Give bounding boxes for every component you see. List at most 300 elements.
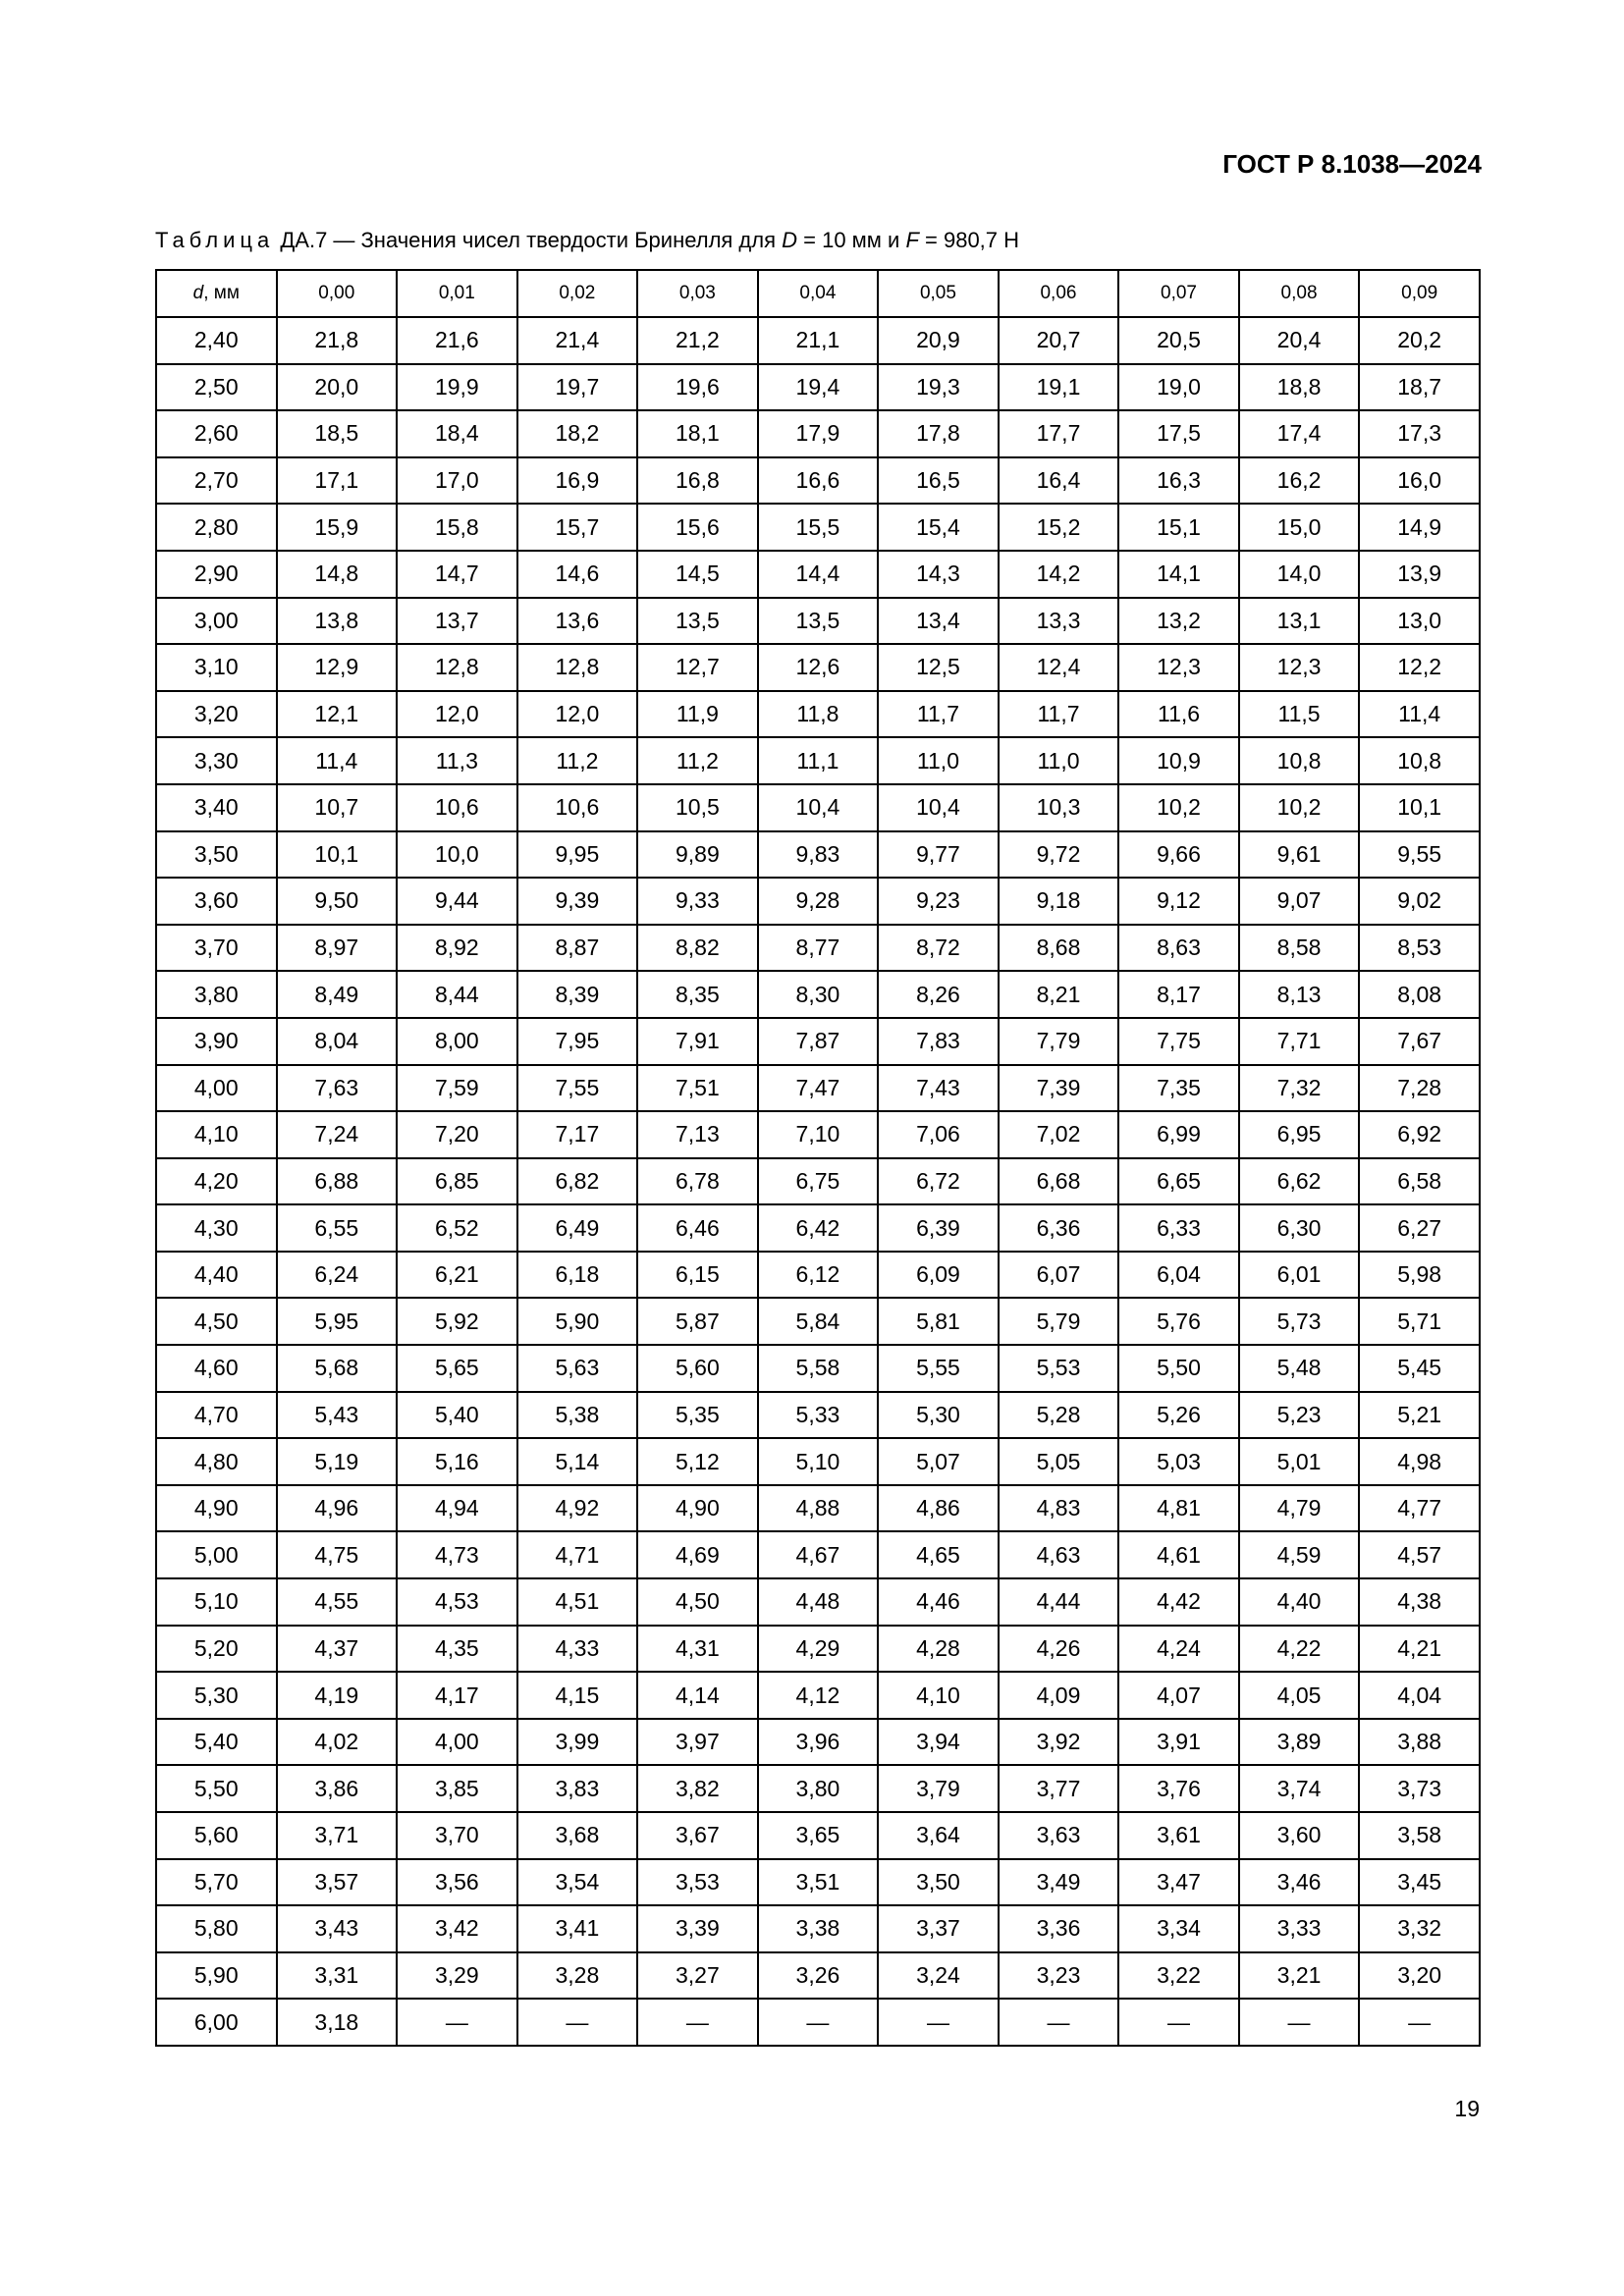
hardness-value-cell: 12,3	[1239, 644, 1360, 691]
hardness-value-cell: 4,94	[397, 1485, 517, 1532]
hardness-value-cell: 18,8	[1239, 364, 1360, 411]
hardness-value-cell: 6,88	[277, 1158, 398, 1205]
hardness-value-cell: 13,3	[999, 598, 1119, 645]
row-diameter-cell: 3,50	[156, 831, 277, 879]
hardness-value-cell: 6,78	[637, 1158, 758, 1205]
hardness-value-cell: 3,94	[878, 1719, 999, 1766]
hardness-value-cell: 8,26	[878, 971, 999, 1018]
hardness-value-cell: 6,39	[878, 1204, 999, 1252]
hardness-value-cell: 8,87	[517, 925, 638, 972]
hardness-value-cell: 4,61	[1118, 1531, 1239, 1578]
hardness-value-cell: 3,21	[1239, 1952, 1360, 2000]
hardness-value-cell: 3,77	[999, 1765, 1119, 1812]
hardness-value-cell: 5,58	[758, 1345, 879, 1392]
hardness-value-cell: —	[878, 1999, 999, 2046]
hardness-value-cell: 10,8	[1239, 737, 1360, 784]
hardness-value-cell: 3,27	[637, 1952, 758, 2000]
table-row	[156, 1999, 1480, 2046]
hardness-value-cell: 4,69	[637, 1531, 758, 1578]
hardness-value-cell: 15,7	[517, 504, 638, 551]
hardness-value-cell: 4,55	[277, 1578, 398, 1626]
hardness-value-cell: 13,1	[1239, 598, 1360, 645]
hardness-value-cell: 3,58	[1359, 1812, 1480, 1859]
hardness-value-cell: 9,72	[999, 831, 1119, 879]
hardness-value-cell: 20,5	[1118, 317, 1239, 364]
hardness-value-cell: 5,19	[277, 1438, 398, 1485]
hardness-value-cell: 5,76	[1118, 1298, 1239, 1345]
hardness-value-cell: 19,0	[1118, 364, 1239, 411]
hardness-value-cell: 12,1	[277, 691, 398, 738]
hardness-value-cell: 12,0	[397, 691, 517, 738]
hardness-value-cell: 5,07	[878, 1438, 999, 1485]
hardness-value-cell: 9,50	[277, 878, 398, 925]
caption-pre: ДА.7 — Значения чисел твердости Бринелля для	[274, 228, 783, 252]
hardness-value-cell: 21,6	[397, 317, 517, 364]
table-row	[156, 1018, 1480, 1065]
hardness-value-cell: 4,22	[1239, 1626, 1360, 1673]
hardness-value-cell: 15,8	[397, 504, 517, 551]
hardness-value-cell: 8,44	[397, 971, 517, 1018]
row-diameter-cell: 3,20	[156, 691, 277, 738]
hardness-value-cell: 6,33	[1118, 1204, 1239, 1252]
hardness-value-cell: 18,2	[517, 410, 638, 457]
hardness-value-cell: 5,60	[637, 1345, 758, 1392]
hardness-value-cell: 15,2	[999, 504, 1119, 551]
hardness-value-cell: 3,20	[1359, 1952, 1480, 2000]
hardness-value-cell: 19,4	[758, 364, 879, 411]
hardness-value-cell: 6,99	[1118, 1111, 1239, 1158]
hardness-value-cell: 11,8	[758, 691, 879, 738]
hardness-value-cell: 5,87	[637, 1298, 758, 1345]
hardness-value-cell: 8,21	[999, 971, 1119, 1018]
hardness-value-cell: 3,33	[1239, 1905, 1360, 1952]
hardness-value-cell: 3,82	[637, 1765, 758, 1812]
hardness-value-cell: 5,73	[1239, 1298, 1360, 1345]
hardness-value-cell: 4,26	[999, 1626, 1119, 1673]
table-row	[156, 1719, 1480, 1766]
hardness-value-cell: 7,51	[637, 1065, 758, 1112]
caption-var-f: F	[905, 228, 919, 252]
row-diameter-cell: 5,70	[156, 1859, 277, 1906]
hardness-value-cell: 3,85	[397, 1765, 517, 1812]
hardness-value-cell: 7,13	[637, 1111, 758, 1158]
row-diameter-cell: 2,60	[156, 410, 277, 457]
hardness-value-cell: 4,46	[878, 1578, 999, 1626]
hardness-value-cell: 4,77	[1359, 1485, 1480, 1532]
hardness-value-cell: 8,77	[758, 925, 879, 972]
hardness-value-cell: 5,12	[637, 1438, 758, 1485]
hardness-value-cell: 18,1	[637, 410, 758, 457]
hardness-value-cell: 3,79	[878, 1765, 999, 1812]
hardness-value-cell: 3,54	[517, 1859, 638, 1906]
hardness-value-cell: 16,8	[637, 457, 758, 505]
hardness-value-cell: 8,58	[1239, 925, 1360, 972]
hardness-value-cell: 10,9	[1118, 737, 1239, 784]
hardness-value-cell: 8,68	[999, 925, 1119, 972]
hardness-value-cell: 6,55	[277, 1204, 398, 1252]
hardness-value-cell: 12,8	[517, 644, 638, 691]
hardness-value-cell: 5,16	[397, 1438, 517, 1485]
hardness-value-cell: 5,71	[1359, 1298, 1480, 1345]
hardness-value-cell: 4,53	[397, 1578, 517, 1626]
hardness-value-cell: 3,47	[1118, 1859, 1239, 1906]
hardness-value-cell: 5,81	[878, 1298, 999, 1345]
hardness-value-cell: 5,68	[277, 1345, 398, 1392]
hardness-value-cell: 3,88	[1359, 1719, 1480, 1766]
hardness-value-cell: 4,88	[758, 1485, 879, 1532]
hardness-value-cell: 7,83	[878, 1018, 999, 1065]
row-diameter-cell: 4,00	[156, 1065, 277, 1112]
hardness-value-cell: 5,01	[1239, 1438, 1360, 1485]
hardness-value-cell: 5,38	[517, 1392, 638, 1439]
hardness-value-cell: 14,9	[1359, 504, 1480, 551]
hardness-value-cell: 3,37	[878, 1905, 999, 1952]
hardness-value-cell: 3,92	[999, 1719, 1119, 1766]
hardness-value-cell: 8,30	[758, 971, 879, 1018]
hardness-value-cell: 3,70	[397, 1812, 517, 1859]
hardness-value-cell: 3,74	[1239, 1765, 1360, 1812]
table-row	[156, 1578, 1480, 1626]
row-diameter-cell: 5,10	[156, 1578, 277, 1626]
hardness-value-cell: 4,67	[758, 1531, 879, 1578]
hardness-value-cell: 4,07	[1118, 1672, 1239, 1719]
hardness-value-cell: 7,35	[1118, 1065, 1239, 1112]
hardness-value-cell: 9,89	[637, 831, 758, 879]
table-row	[156, 1905, 1480, 1952]
hardness-value-cell: 5,26	[1118, 1392, 1239, 1439]
hardness-value-cell: 5,65	[397, 1345, 517, 1392]
hardness-value-cell: 14,1	[1118, 551, 1239, 598]
hardness-value-cell: 12,7	[637, 644, 758, 691]
column-header: 0,05	[878, 270, 999, 317]
table-row	[156, 1065, 1480, 1112]
page-number: 19	[1454, 2096, 1480, 2121]
hardness-value-cell: 3,49	[999, 1859, 1119, 1906]
hardness-value-cell: 3,86	[277, 1765, 398, 1812]
hardness-value-cell: 9,66	[1118, 831, 1239, 879]
hardness-value-cell: 4,02	[277, 1719, 398, 1766]
hardness-value-cell: 4,37	[277, 1626, 398, 1673]
hardness-value-cell: 10,8	[1359, 737, 1480, 784]
table-row	[156, 1812, 1480, 1859]
hardness-value-cell: 10,2	[1118, 784, 1239, 831]
caption-word: Таблица	[155, 228, 275, 252]
table-row	[156, 1952, 1480, 2000]
hardness-value-cell: 16,3	[1118, 457, 1239, 505]
hardness-value-cell: 10,7	[277, 784, 398, 831]
hardness-value-cell: 5,30	[878, 1392, 999, 1439]
hardness-value-cell: 3,43	[277, 1905, 398, 1952]
hardness-value-cell: 3,39	[637, 1905, 758, 1952]
hardness-value-cell: 12,0	[517, 691, 638, 738]
hardness-value-cell: 3,97	[637, 1719, 758, 1766]
hardness-value-cell: 5,23	[1239, 1392, 1360, 1439]
hardness-value-cell: 7,28	[1359, 1065, 1480, 1112]
hardness-value-cell: 6,30	[1239, 1204, 1360, 1252]
hardness-value-cell: 10,5	[637, 784, 758, 831]
hardness-value-cell: 19,3	[878, 364, 999, 411]
hardness-value-cell: —	[637, 1999, 758, 2046]
hardness-value-cell: 20,9	[878, 317, 999, 364]
hardness-value-cell: 11,7	[878, 691, 999, 738]
hardness-value-cell: 6,58	[1359, 1158, 1480, 1205]
hardness-value-cell: 11,9	[637, 691, 758, 738]
hardness-value-cell: 4,28	[878, 1626, 999, 1673]
hardness-value-cell: 17,1	[277, 457, 398, 505]
hardness-value-cell: 8,39	[517, 971, 638, 1018]
hardness-value-cell: 10,4	[878, 784, 999, 831]
hardness-value-cell: 17,3	[1359, 410, 1480, 457]
row-diameter-cell: 4,90	[156, 1485, 277, 1532]
row-diameter-cell: 5,60	[156, 1812, 277, 1859]
hardness-value-cell: 18,7	[1359, 364, 1480, 411]
hardness-value-cell: 7,91	[637, 1018, 758, 1065]
hardness-value-cell: 3,60	[1239, 1812, 1360, 1859]
hardness-value-cell: 3,65	[758, 1812, 879, 1859]
hardness-value-cell: 4,90	[637, 1485, 758, 1532]
row-diameter-cell: 2,90	[156, 551, 277, 598]
row-diameter-cell: 4,30	[156, 1204, 277, 1252]
hardness-value-cell: 12,3	[1118, 644, 1239, 691]
hardness-value-cell: 7,17	[517, 1111, 638, 1158]
hardness-value-cell: 11,5	[1239, 691, 1360, 738]
table-row	[156, 1252, 1480, 1299]
hardness-value-cell: 4,04	[1359, 1672, 1480, 1719]
hardness-value-cell: 13,8	[277, 598, 398, 645]
row-diameter-cell: 3,90	[156, 1018, 277, 1065]
hardness-value-cell: 14,3	[878, 551, 999, 598]
hardness-value-cell: 7,67	[1359, 1018, 1480, 1065]
hardness-value-cell: 11,0	[999, 737, 1119, 784]
hardness-value-cell: 7,24	[277, 1111, 398, 1158]
hardness-value-cell: 4,79	[1239, 1485, 1360, 1532]
column-header: 0,01	[397, 270, 517, 317]
hardness-value-cell: 9,44	[397, 878, 517, 925]
caption-post: = 980,7 Н	[918, 228, 1020, 252]
hardness-value-cell: 4,81	[1118, 1485, 1239, 1532]
hardness-value-cell: 11,4	[277, 737, 398, 784]
hardness-value-cell: 4,86	[878, 1485, 999, 1532]
hardness-value-cell: 5,50	[1118, 1345, 1239, 1392]
hardness-value-cell: 20,7	[999, 317, 1119, 364]
hardness-value-cell: 3,50	[878, 1859, 999, 1906]
hardness-value-cell: 6,07	[999, 1252, 1119, 1299]
hardness-value-cell: 4,38	[1359, 1578, 1480, 1626]
hardness-value-cell: 19,9	[397, 364, 517, 411]
hardness-value-cell: 15,1	[1118, 504, 1239, 551]
hardness-value-cell: 11,7	[999, 691, 1119, 738]
hardness-value-cell: 6,92	[1359, 1111, 1480, 1158]
caption-var-d: D	[782, 228, 798, 252]
table-row	[156, 1111, 1480, 1158]
hardness-value-cell: 3,71	[277, 1812, 398, 1859]
hardness-value-cell: 8,53	[1359, 925, 1480, 972]
hardness-value-cell: 4,15	[517, 1672, 638, 1719]
hardness-value-cell: 20,4	[1239, 317, 1360, 364]
hardness-value-cell: 20,0	[277, 364, 398, 411]
table-row	[156, 1298, 1480, 1345]
hardness-value-cell: 10,6	[397, 784, 517, 831]
hardness-value-cell: 14,5	[637, 551, 758, 598]
hardness-value-cell: 7,02	[999, 1111, 1119, 1158]
hardness-value-cell: 3,67	[637, 1812, 758, 1859]
hardness-value-cell: 3,34	[1118, 1905, 1239, 1952]
table-row	[156, 878, 1480, 925]
hardness-value-cell: 14,7	[397, 551, 517, 598]
hardness-value-cell: 16,4	[999, 457, 1119, 505]
hardness-value-cell: 4,48	[758, 1578, 879, 1626]
hardness-value-cell: 5,33	[758, 1392, 879, 1439]
hardness-value-cell: 3,36	[999, 1905, 1119, 1952]
hardness-value-cell: 8,82	[637, 925, 758, 972]
hardness-value-cell: 5,79	[999, 1298, 1119, 1345]
column-header: 0,04	[758, 270, 879, 317]
hardness-value-cell: 4,19	[277, 1672, 398, 1719]
hardness-value-cell: 6,95	[1239, 1111, 1360, 1158]
hardness-value-cell: 7,79	[999, 1018, 1119, 1065]
hardness-value-cell: 9,18	[999, 878, 1119, 925]
hardness-value-cell: 6,65	[1118, 1158, 1239, 1205]
hardness-value-cell: 7,95	[517, 1018, 638, 1065]
hardness-value-cell: 6,09	[878, 1252, 999, 1299]
table-row	[156, 364, 1480, 411]
hardness-value-cell: 9,61	[1239, 831, 1360, 879]
hardness-value-cell: 9,02	[1359, 878, 1480, 925]
hardness-value-cell: 5,92	[397, 1298, 517, 1345]
hardness-value-cell: 9,77	[878, 831, 999, 879]
hardness-value-cell: 9,33	[637, 878, 758, 925]
hardness-value-cell: 10,1	[277, 831, 398, 879]
hardness-value-cell: 5,10	[758, 1438, 879, 1485]
hardness-value-cell: 14,2	[999, 551, 1119, 598]
hardness-value-cell: 4,05	[1239, 1672, 1360, 1719]
hardness-value-cell: 3,53	[637, 1859, 758, 1906]
hardness-value-cell: 4,73	[397, 1531, 517, 1578]
hardness-value-cell: 21,8	[277, 317, 398, 364]
row-diameter-cell: 2,50	[156, 364, 277, 411]
hardness-value-cell: 17,0	[397, 457, 517, 505]
row-diameter-cell: 3,60	[156, 878, 277, 925]
hardness-value-cell: 5,63	[517, 1345, 638, 1392]
hardness-value-cell: 6,52	[397, 1204, 517, 1252]
hardness-value-cell: 5,05	[999, 1438, 1119, 1485]
hardness-value-cell: 13,0	[1359, 598, 1480, 645]
column-header: 0,02	[517, 270, 638, 317]
hardness-value-cell: 19,7	[517, 364, 638, 411]
hardness-value-cell: 11,0	[878, 737, 999, 784]
table-row	[156, 691, 1480, 738]
hardness-value-cell: —	[517, 1999, 638, 2046]
hardness-value-cell: 7,71	[1239, 1018, 1360, 1065]
hardness-value-cell: 6,21	[397, 1252, 517, 1299]
hardness-value-cell: 3,89	[1239, 1719, 1360, 1766]
hardness-value-cell: 6,12	[758, 1252, 879, 1299]
hardness-value-cell: 9,95	[517, 831, 638, 879]
hardness-value-cell: 4,96	[277, 1485, 398, 1532]
hardness-value-cell: 16,0	[1359, 457, 1480, 505]
hardness-value-cell: 3,28	[517, 1952, 638, 2000]
table-row	[156, 831, 1480, 879]
hardness-value-cell: 16,2	[1239, 457, 1360, 505]
row-diameter-cell: 3,70	[156, 925, 277, 972]
table-body	[156, 317, 1480, 2046]
header-diameter	[156, 270, 277, 317]
hardness-value-cell: 6,18	[517, 1252, 638, 1299]
hardness-value-cell: 6,75	[758, 1158, 879, 1205]
hardness-value-cell: 13,9	[1359, 551, 1480, 598]
column-header: 0,00	[277, 270, 398, 317]
hardness-value-cell: 3,23	[999, 1952, 1119, 2000]
hardness-value-cell: 14,4	[758, 551, 879, 598]
hardness-value-cell: 3,91	[1118, 1719, 1239, 1766]
table-row	[156, 1672, 1480, 1719]
hardness-value-cell: 11,4	[1359, 691, 1480, 738]
hardness-value-cell: 7,75	[1118, 1018, 1239, 1065]
hardness-value-cell: 14,6	[517, 551, 638, 598]
caption-mid: = 10 мм и	[797, 228, 906, 252]
hardness-value-cell: 3,18	[277, 1999, 398, 2046]
row-diameter-cell: 5,50	[156, 1765, 277, 1812]
hardness-value-cell: 8,63	[1118, 925, 1239, 972]
hardness-value-cell: 3,38	[758, 1905, 879, 1952]
hardness-value-cell: 4,59	[1239, 1531, 1360, 1578]
hardness-value-cell: 5,95	[277, 1298, 398, 1345]
hardness-value-cell: 6,04	[1118, 1252, 1239, 1299]
row-diameter-cell: 4,60	[156, 1345, 277, 1392]
hardness-value-cell: 8,97	[277, 925, 398, 972]
hardness-value-cell: 10,3	[999, 784, 1119, 831]
hardness-value-cell: 5,45	[1359, 1345, 1480, 1392]
table-row	[156, 971, 1480, 1018]
hardness-value-cell: 8,35	[637, 971, 758, 1018]
hardness-value-cell: 5,84	[758, 1298, 879, 1345]
table-row	[156, 644, 1480, 691]
hardness-value-cell: 12,8	[397, 644, 517, 691]
row-diameter-cell: 3,00	[156, 598, 277, 645]
hardness-value-cell: 8,04	[277, 1018, 398, 1065]
hardness-value-cell: 4,12	[758, 1672, 879, 1719]
hardness-value-cell: 17,8	[878, 410, 999, 457]
hardness-value-cell: 8,00	[397, 1018, 517, 1065]
table-row	[156, 1345, 1480, 1392]
table-row	[156, 1765, 1480, 1812]
hardness-value-cell: 7,87	[758, 1018, 879, 1065]
hardness-value-cell: 9,39	[517, 878, 638, 925]
column-header: 0,09	[1359, 270, 1480, 317]
row-diameter-cell: 5,30	[156, 1672, 277, 1719]
hardness-value-cell: 4,63	[999, 1531, 1119, 1578]
table-row	[156, 317, 1480, 364]
hardness-value-cell: 3,64	[878, 1812, 999, 1859]
hardness-value-cell: 3,41	[517, 1905, 638, 1952]
hardness-value-cell: 4,98	[1359, 1438, 1480, 1485]
hardness-value-cell: 5,35	[637, 1392, 758, 1439]
hardness-value-cell: 17,7	[999, 410, 1119, 457]
table-row	[156, 598, 1480, 645]
hardness-value-cell: 6,49	[517, 1204, 638, 1252]
hardness-value-cell: 3,56	[397, 1859, 517, 1906]
hardness-value-cell: 7,10	[758, 1111, 879, 1158]
row-diameter-cell: 5,90	[156, 1952, 277, 2000]
hardness-value-cell: 6,24	[277, 1252, 398, 1299]
hardness-value-cell: 4,40	[1239, 1578, 1360, 1626]
hardness-value-cell: 3,76	[1118, 1765, 1239, 1812]
hardness-value-cell: 3,51	[758, 1859, 879, 1906]
hardness-value-cell: 6,01	[1239, 1252, 1360, 1299]
hardness-value-cell: 5,21	[1359, 1392, 1480, 1439]
hardness-value-cell: 3,61	[1118, 1812, 1239, 1859]
hardness-value-cell: 4,50	[637, 1578, 758, 1626]
